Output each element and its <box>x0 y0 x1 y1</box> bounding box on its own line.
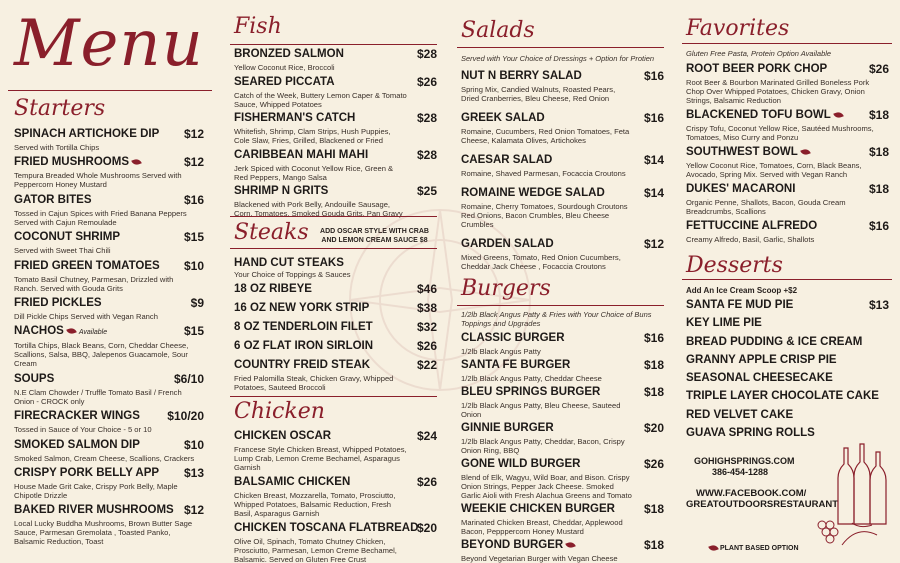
item-price: $16 <box>643 69 664 83</box>
burgers-sub: 1/2lb Black Angus Patty & Fries with Your Choice of Buns Toppings and Upgrades <box>461 310 652 328</box>
item-name-text: 16 OZ NEW YORK STRIP <box>234 302 370 314</box>
item-description: House Made Grit Cake, Crispy Pork Belly, Maple Chipotle Drizzle <box>14 481 178 500</box>
section-title-desserts: Desserts <box>686 253 783 278</box>
item-name-text: FETTUCCINE ALFREDO <box>686 220 818 232</box>
item-name <box>461 154 664 167</box>
item-description: 1/2lb Black Angus Patty, Bleu Cheese, Sauteed Onion <box>461 401 621 419</box>
item-name-text: FRIED GREEN TOMATOES <box>14 259 160 272</box>
item-description: Blend of Elk, Wagyu, Wild Boar, and Bison. Crispy Onion Strings, Pepper Jack Cheese. Smoked Garlic Aioli with Fresh Alachua Greens and Tomato <box>461 473 632 500</box>
item-name-text: FRIED PICKLES <box>14 296 102 309</box>
item-description: Blackened with Pork Belly, Andouille Sausage, Corn, Tomatoes, Smoked Gouda Grits, Pan Gravy <box>234 200 403 218</box>
item-price: $10 <box>183 437 204 452</box>
menu-item <box>234 430 437 472</box>
menu-item <box>686 220 889 244</box>
menu-item <box>461 503 664 536</box>
item-name-text: GATOR BITES <box>14 193 92 206</box>
leaf-icon <box>131 158 142 167</box>
item-price: $28 <box>416 147 437 162</box>
salads-sub: Served with Your Choice of Dressings + Option for Protien <box>461 54 655 63</box>
leaf-icon <box>800 148 811 157</box>
divider <box>682 279 892 280</box>
menu-item <box>14 128 204 152</box>
item-price: $10/20 <box>167 409 204 424</box>
item-name-text: ROMAINE WEDGE SALAD <box>461 187 605 199</box>
dessert-item <box>686 390 889 402</box>
item-description: 1/2lb Black Angus Patty, Cheddar, Bacon, Crispy Onion Ring, BBQ <box>461 437 625 455</box>
item-name-text: CHICKEN OSCAR <box>234 430 332 442</box>
item-name <box>461 112 664 125</box>
section-title-burgers: Burgers <box>461 276 551 301</box>
item-description: Mixed Greens, Tomato, Red Onion Cucumbers, Cheddar Jack Cheese , Focaccia Croutons <box>461 253 621 271</box>
item-description: Catch of the Week, Buttery Lemon Caper & Tomato Sauce, Whipped Potatoes <box>234 90 407 109</box>
section-title-fish: Fish <box>234 14 282 39</box>
item-description: Tomato Basil Chutney, Parmesan, Drizzled with Ranch. Served with Gouda Grits <box>14 274 174 293</box>
item-price: $13 <box>183 465 204 480</box>
item-price: $26 <box>643 457 664 471</box>
item-name <box>686 109 889 122</box>
item-description: Tortilla Chips, Black Beans, Corn, Cheddar Cheese, Scallions, Salsa, BBQ, Jalepenos Guacamole, Sour Cream <box>14 341 189 369</box>
item-price: $32 <box>416 320 437 334</box>
item-price: $18 <box>643 502 664 516</box>
item-name-text: GINNIE BURGER <box>461 422 554 434</box>
item-name-text: SPINACH ARTICHOKE DIP <box>14 128 160 140</box>
item-description: Tempura Breaded Whole Mushrooms Served with Peppercorn Honey Mustard <box>14 171 182 190</box>
item-name <box>686 183 889 196</box>
item-description: Local Lucky Buddha Mushrooms, Brown Butter Sage Sauce, Parmesan Gremolata , Toasted Panko, Balsamic Reduction, Toast <box>14 519 193 547</box>
item-name <box>14 439 204 452</box>
item-name-text: CLASSIC BURGER <box>461 332 565 344</box>
item-description: Olive Oil, Spinach, Tomato Chutney Chicken, Prosciutto, Parmesan, Lemon Creme Bechamel, Balsamic. Served on Gluten Free Crust <box>234 537 397 563</box>
item-name-text: COCONUT SHRIMP <box>14 231 121 244</box>
menu-item <box>461 458 664 500</box>
dessert-name: GUAVA SPRING ROLLS <box>686 427 815 440</box>
menu-item <box>234 476 437 518</box>
item-description: Marinated Chicken Breast, Cheddar, Applewood Bacon, Pepppercorn Honey Mustard <box>461 518 623 536</box>
item-name-text: SOUPS <box>14 372 55 385</box>
menu-item <box>686 63 889 105</box>
item-name-text: BRONZED SALMON <box>234 48 344 60</box>
item-price: $24 <box>416 429 437 443</box>
item-price: $18 <box>643 538 664 552</box>
dessert-name: BREAD PUDDING & ICE CREAM <box>686 335 863 348</box>
item-name-text: BALSAMIC CHICKEN <box>234 476 351 488</box>
item-description: Dill Pickle Chips Served with Vegan Ranch <box>14 311 158 321</box>
item-name-text: NUT N BERRY SALAD <box>461 70 582 82</box>
item-name-text: NACHOS <box>14 325 64 338</box>
item-price: $16 <box>643 331 664 345</box>
item-name <box>14 297 204 310</box>
item-name <box>461 187 664 200</box>
dessert-name: RED VELVET CAKE <box>686 408 794 421</box>
menu-item <box>234 48 437 72</box>
item-name <box>234 430 437 443</box>
item-name-text: CARIBBEAN MAHI MAHI <box>234 148 369 161</box>
menu-item <box>14 373 204 406</box>
dessert-price: $13 <box>868 298 889 312</box>
dessert-addon: Add An Ice Cream Scoop +$2 <box>686 286 798 295</box>
item-name <box>234 149 437 162</box>
fish-list <box>234 48 437 222</box>
item-price: $9 <box>190 295 204 310</box>
menu-item <box>14 410 204 434</box>
dessert-name: GRANNY APPLE CRISP PIE <box>686 353 837 366</box>
item-description: Yellow Coconut Rice, Broccoli <box>234 63 335 72</box>
item-price: $12 <box>183 127 204 141</box>
item-name-text: BLACKENED TOFU BOWL <box>686 109 831 121</box>
item-name <box>234 48 437 61</box>
item-price: $25 <box>416 184 437 198</box>
dessert-item <box>686 372 889 384</box>
item-description: Tossed in Cajun Spices with Fried Banana Peppers Served with Cajun Remoulade <box>14 208 187 227</box>
item-name-text: 8 OZ TENDERLOIN FILET <box>234 321 373 333</box>
available-label: Available <box>78 329 108 337</box>
item-price: $26 <box>416 475 437 489</box>
item-name <box>461 70 664 83</box>
menu-item <box>234 522 437 563</box>
item-description: Yellow Coconut Rice, Tomatoes, Corn, Black Beans, Avocado, Spring Mix. Served with Vegan Ranch <box>686 161 862 179</box>
item-price: $16 <box>643 111 664 125</box>
item-description: Organic Penne, Shallots, Bacon, Gouda Cream Breadcrumbs, Scallions <box>686 198 846 216</box>
item-name <box>14 325 204 339</box>
item-name <box>234 522 437 535</box>
menu-item <box>686 109 889 142</box>
item-price: $26 <box>416 339 437 353</box>
menu-item <box>14 297 204 321</box>
item-price: $18 <box>643 385 664 399</box>
menu-item <box>14 439 204 463</box>
item-price: $18 <box>868 145 889 159</box>
item-price: $15 <box>183 324 204 339</box>
item-price: $12 <box>183 503 204 518</box>
item-price: $16 <box>868 219 889 233</box>
item-name-text: DUKES' MACARONI <box>686 183 796 195</box>
item-name <box>14 504 204 517</box>
item-name-text: SMOKED SALMON DIP <box>14 438 140 451</box>
chicken-list <box>234 430 437 563</box>
section-title-starters: Starters <box>14 96 106 121</box>
divider <box>682 43 892 44</box>
item-price: $22 <box>416 358 437 372</box>
divider <box>457 47 664 48</box>
item-name <box>14 260 204 273</box>
item-description: Whitefish, Shrimp, Clam Strips, Hush Puppies, Cole Slaw, Fries, Grilled, Blackened or Fried <box>234 127 391 145</box>
starters-column <box>14 0 204 563</box>
item-price: $20 <box>643 421 664 435</box>
menu-item <box>461 422 664 455</box>
item-name-text: SEARED PICCATA <box>234 75 335 88</box>
menu-item <box>234 76 437 109</box>
leaf-icon <box>708 544 719 553</box>
item-description: Creamy Alfredo, Basil, Garlic, Shallots <box>686 235 815 244</box>
item-name <box>686 146 889 159</box>
menu-item <box>461 70 664 103</box>
dessert-name: KEY LIME PIE <box>686 317 762 330</box>
item-name-text: 6 OZ FLAT IRON SIRLOIN <box>234 340 374 352</box>
item-price: $15 <box>183 230 204 245</box>
item-name-text: SHRIMP N GRITS <box>234 185 329 197</box>
item-price: $28 <box>416 111 437 125</box>
oscar-note: ADD OSCAR STYLE WITH CRAB AND LEMON CREAM SAUCE $8 <box>320 228 429 244</box>
hand-cut-heading: HAND CUT STEAKS <box>234 257 344 269</box>
item-description: Romaine, Cucumbers, Red Onion Tomatoes, Feta Cheese, Kalamata Olives, Artichokes <box>461 127 630 145</box>
item-description: Crispy Tofu, Coconut Yellow Rice, Sautéed Mushrooms, Tomatoes, Miso Curry and Ponzu <box>686 124 874 142</box>
dessert-item <box>686 354 889 366</box>
grapes-icon <box>812 515 882 555</box>
item-name-text: ROOT BEER PORK CHOP <box>686 63 828 75</box>
item-description: Francese Style Chicken Breast, Whipped Potatoes, Lump Crab, Lemon Creme Bechamel, Asparagus Garnish <box>234 445 407 472</box>
item-name-text: COUNTRY FREID STEAK <box>234 359 371 371</box>
item-description: Jerk Spiced with Coconut Yellow Rice, Green & Red Peppers, Mango Salsa <box>234 163 394 182</box>
menu-item <box>461 539 664 563</box>
item-price: $10 <box>183 258 204 273</box>
item-name-text: GREEK SALAD <box>461 112 545 124</box>
desserts-list <box>686 299 889 445</box>
hand-cut-sub: Your Choice of Toppings & Sauces <box>234 270 351 279</box>
item-price: $26 <box>416 74 437 89</box>
dessert-item <box>686 427 889 439</box>
item-name <box>14 231 204 244</box>
item-description: 1/2lb Black Angus Patty <box>461 347 541 356</box>
item-description: Beyond Vegetarian Burger with Vegan Cheese <box>461 554 618 563</box>
divider <box>230 44 437 45</box>
legend-label: PLANT BASED OPTION <box>719 545 799 552</box>
facebook-line-1: WWW.FACEBOOK.COM/ <box>696 488 807 499</box>
menu-item <box>14 156 204 189</box>
section-title-chicken: Chicken <box>234 399 325 424</box>
menu-item <box>461 154 664 178</box>
dessert-name: SEASONAL CHEESECAKE <box>686 372 833 385</box>
dessert-name: TRIPLE LAYER CHOCOLATE CAKE <box>686 390 879 403</box>
item-price: $6/10 <box>173 371 204 386</box>
leaf-icon <box>833 111 844 120</box>
menu-item <box>461 112 664 145</box>
item-name-text: BAKED RIVER MUSHROOMS <box>14 504 174 517</box>
menu-item <box>14 231 204 255</box>
item-price: $18 <box>643 358 664 372</box>
leaf-icon <box>565 541 576 550</box>
item-price: $46 <box>416 282 437 296</box>
item-name-text: WEEKIE CHICKEN BURGER <box>461 503 615 515</box>
menu-item <box>686 146 889 179</box>
item-name-text: GONE WILD BURGER <box>461 458 581 470</box>
item-name-text: CRISPY PORK BELLY APP <box>14 466 160 479</box>
item-description: Chicken Breast, Mozzarella, Tomato, Prosciutto, Whipped Potatoes, Balsamic Reduction, Fresh Basil, Asparagus Garnish <box>234 491 396 518</box>
item-price: $20 <box>416 521 437 535</box>
compass-watermark-icon <box>340 200 540 400</box>
leaf-icon <box>66 327 77 336</box>
item-price: $28 <box>416 47 437 61</box>
item-name-text: CAESAR SALAD <box>461 154 553 166</box>
item-name <box>461 539 664 552</box>
dessert-item <box>686 317 889 329</box>
item-description: N.E Clam Chowder / Truffle Tomato Basil / French Onion - CROCK only <box>14 387 182 406</box>
menu-item <box>14 260 204 293</box>
dessert-item <box>686 336 889 348</box>
item-description: Romaine, Shaved Parmesan, Focaccia Croutons <box>461 169 626 178</box>
item-description: Tossed in Sauce of Your Choice - 5 or 10 <box>14 425 152 435</box>
item-price: $12 <box>643 237 664 251</box>
facebook-link[interactable] <box>686 488 838 510</box>
item-name <box>234 112 437 125</box>
item-name <box>461 422 664 435</box>
item-name <box>461 503 664 516</box>
item-price: $14 <box>643 153 664 167</box>
item-price: $18 <box>868 182 889 196</box>
item-description: Fried Palomilla Steak, Chicken Gravy, Whipped Potatoes, Sauteed Broccoli <box>234 374 394 392</box>
dessert-name: SANTA FE MUD PIE <box>686 299 794 311</box>
item-price: $38 <box>416 301 437 315</box>
plant-based-legend <box>706 545 799 552</box>
item-price: $14 <box>643 186 664 200</box>
item-name-text: GARDEN SALAD <box>461 238 554 250</box>
item-name-text: FISHERMAN'S CATCH <box>234 112 356 124</box>
favorites-desserts-column <box>686 0 889 563</box>
facebook-line-2: GREATOUTDOORSRESTAURANT <box>686 499 838 510</box>
section-title-steaks: Steaks <box>234 220 309 245</box>
item-name-text: 18 OZ RIBEYE <box>234 283 312 295</box>
item-name-text: CHICKEN TOSCANA FLATBREAD <box>234 522 419 534</box>
item-name <box>14 128 204 141</box>
item-name <box>234 476 437 489</box>
website-link[interactable]: GOHIGHSPRINGS.COM <box>694 456 795 466</box>
item-name-text: BEYOND BURGER <box>461 539 564 551</box>
item-description: Served with Sweet Thai Chili <box>14 246 111 256</box>
dessert-item <box>686 299 889 311</box>
menu-item <box>234 149 437 182</box>
item-description: Spring Mix, Candied Walnuts, Roasted Pears, Dried Cranberries, Bleu Cheese, Red Onion <box>461 85 616 103</box>
menu-item <box>14 504 204 546</box>
menu-item <box>234 112 437 145</box>
section-title-salads: Salads <box>461 18 535 43</box>
menu-item <box>14 325 204 368</box>
item-name-text: FIRECRACKER WINGS <box>14 410 140 423</box>
menu-item <box>686 183 889 216</box>
item-name <box>234 185 437 198</box>
item-description: 1/2lb Black Angus Patty, Cheddar Cheese <box>461 374 602 383</box>
phone-number: 386-454-1288 <box>712 467 769 477</box>
menu-item <box>14 194 204 227</box>
item-name-text: SANTA FE BURGER <box>461 359 571 371</box>
item-name <box>686 63 889 76</box>
item-description: Served with Tortilla Chips <box>14 143 100 152</box>
item-name <box>234 76 437 89</box>
favorites-list <box>686 63 889 248</box>
item-name <box>461 458 664 471</box>
item-price: $18 <box>868 108 889 122</box>
menu-title: Menu <box>14 7 204 81</box>
starters-list <box>14 128 204 551</box>
item-description: Smoked Salmon, Cream Cheese, Scallions, Crackers <box>14 453 195 463</box>
dessert-item <box>686 409 889 421</box>
item-name <box>14 156 204 169</box>
item-name <box>14 467 204 480</box>
item-name-text: FRIED MUSHROOMS <box>14 156 129 169</box>
section-title-favorites: Favorites <box>686 16 790 41</box>
item-name <box>686 220 889 233</box>
favorites-sub: Gluten Free Pasta, Protein Option Available <box>686 49 832 58</box>
item-name-text: BLEU SPRINGS BURGER <box>461 386 601 398</box>
menu-item <box>14 467 204 500</box>
item-description: Romaine, Cherry Tomatoes, Sourdough Croutons Red Onions, Bacon Crumbles, Bleu Cheese Crumbles <box>461 202 628 229</box>
item-name-text: SOUTHWEST BOWL <box>686 146 798 158</box>
item-description: Root Beer & Bourbon Marinated Grilled Boneless Pork Chop Over Whipped Potatoes, Chicken Gravy, Onion Strings, Balsamic Reduction <box>686 78 870 105</box>
item-price: $12 <box>183 155 204 170</box>
item-price: $26 <box>868 62 889 76</box>
item-name <box>14 194 204 207</box>
item-price: $16 <box>183 192 204 207</box>
